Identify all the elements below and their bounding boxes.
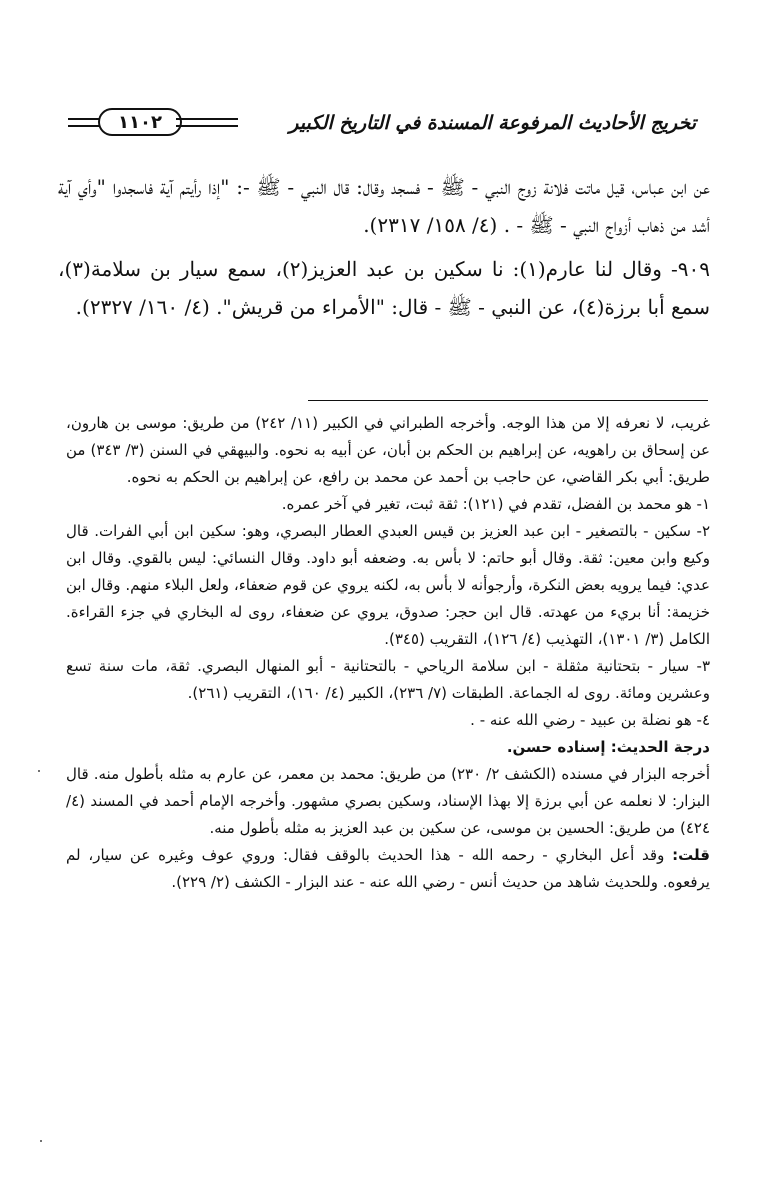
header-rule-left [68,118,100,127]
scan-speck [40,1140,42,1142]
qultu-text: وقد أعل البخاري - رحمه الله - هذا الحديث بالوقف فقال: وروي عوف وغيره عن سيار، لم يرفعوه. وللحديث شاهد من حديث أنس - رضي الله عنه - عند البزار - الكشف (٢/ ٢٢٩). [66,846,710,891]
footnote-1: ١- هو محمد بن الفضل، تقدم في (١٢١): ثقة ثبت، تغير في آخر عمره. [281,495,710,513]
takhrij-text: أخرجه البزار في مسنده (الكشف ٢/ ٢٣٠) من طريق: محمد بن معمر، عن عارم به مثله بأطول منه. قال البزار: لا نعلمه عن أبي برزة إلا بهذا الإسناد، وسكين بصري مشهور. وأخرجه الإمام أحمد في المسند (٤/ ٤٢٤) من طريق: الحسين بن موسى، عن سكين بن عبد العزيز به مثله بأطول منه. [66,765,711,837]
main-text [58,168,710,332]
footnote-3: ٣- سيار - بتحتانية مثقلة - ابن سلامة الرياحي - بالتحتانية - أبو المنهال البصري. ثقة، مات سنة تسع وعشرين ومائة. روى له الجماعة. الطبقات (٧/ ٢٣٦)، الكبير (٤/ ١٦٠)، التقريب (٢٦١). [66,657,710,702]
hadith-grade: درجة الحديث: إسناده حسن. [506,738,710,756]
page-number: ١١٠٢ [118,111,162,133]
header-rule-middle [176,118,238,127]
footnote-divider [308,400,708,401]
footnotes [66,410,710,896]
running-title: تخريج الأحاديث المرفوعة المسندة في التاريخ الكبير [289,112,696,134]
scan-speck [38,770,40,772]
qultu-label: قلت: [672,846,710,864]
hadith-paragraph-1: عن ابن عباس، قيل ماتت فلانة زوج النبي - ﷺ - فسجد وقال: قال النبي - ﷺ -: "إذا رأيتم آية فاسجدوا "وأي آية أشد من ذهاب أزواج النبي - ﷺ - . (٤/ ١٥٨/ ٢٣١٧). [58,175,711,237]
footnote-4: ٤- هو نضلة بن عبيد - رضي الله عنه - . [470,711,710,729]
qultu-paragraph [66,842,710,896]
page-number-badge [98,108,182,136]
footnote-intro: غريب، لا نعرفه إلا من هذا الوجه. وأخرجه الطبراني في الكبير (١١/ ٢٤٢) من طريق: موسى بن هارون، عن إسحاق بن راهويه، عن إبراهيم بن الحكم بن أبان، عن أبيه به نحوه. والبيهقي في السنن (٣/ ٣٤٣) من طريق: أبي بكر القاضي، عن حاجب بن أحمد عن محمد بن رافع، عن إبراهيم بن الحكم به نحوه. [66,414,710,486]
footnote-2: ٢- سكين - بالتصغير - ابن عبد العزيز بن قيس العبدي العطار البصري، وهو: سكين ابن أبي الفرات. قال وكيع وابن معين: ثقة. وقال أبو حاتم: لا بأس به. وضعفه أبو داود. وقال النسائي: ليس بالقوي. وقال ابن عدي: فيما يرويه بعض النكرة، وأرجوأنه لا بأس به، لكنه يروي عن قوم ضعفاء، ولعل البلاء منهم. وقال ابن خزيمة: أنا بريء من عهدته. قال ابن حجر: صدوق، يروي عن ضعفاء، روى له البخاري في جزء القراءة. الكامل (٣/ ١٣٠١)، التهذيب (٤/ ١٢٦)، التقريب (٣٤٥). [66,522,710,648]
page-header [68,106,696,146]
hadith-paragraph-909: ٩٠٩- وقال لنا عارم(١): نا سكين بن عبد العزيز(٢)، سمع سيار بن سلامة(٣)، سمع أبا برزة(٤)، عن النبي - ﷺ - قال: "الأمراء من قريش". (٤/ ١٦٠/ ٢٣٢٧). [58,257,711,319]
